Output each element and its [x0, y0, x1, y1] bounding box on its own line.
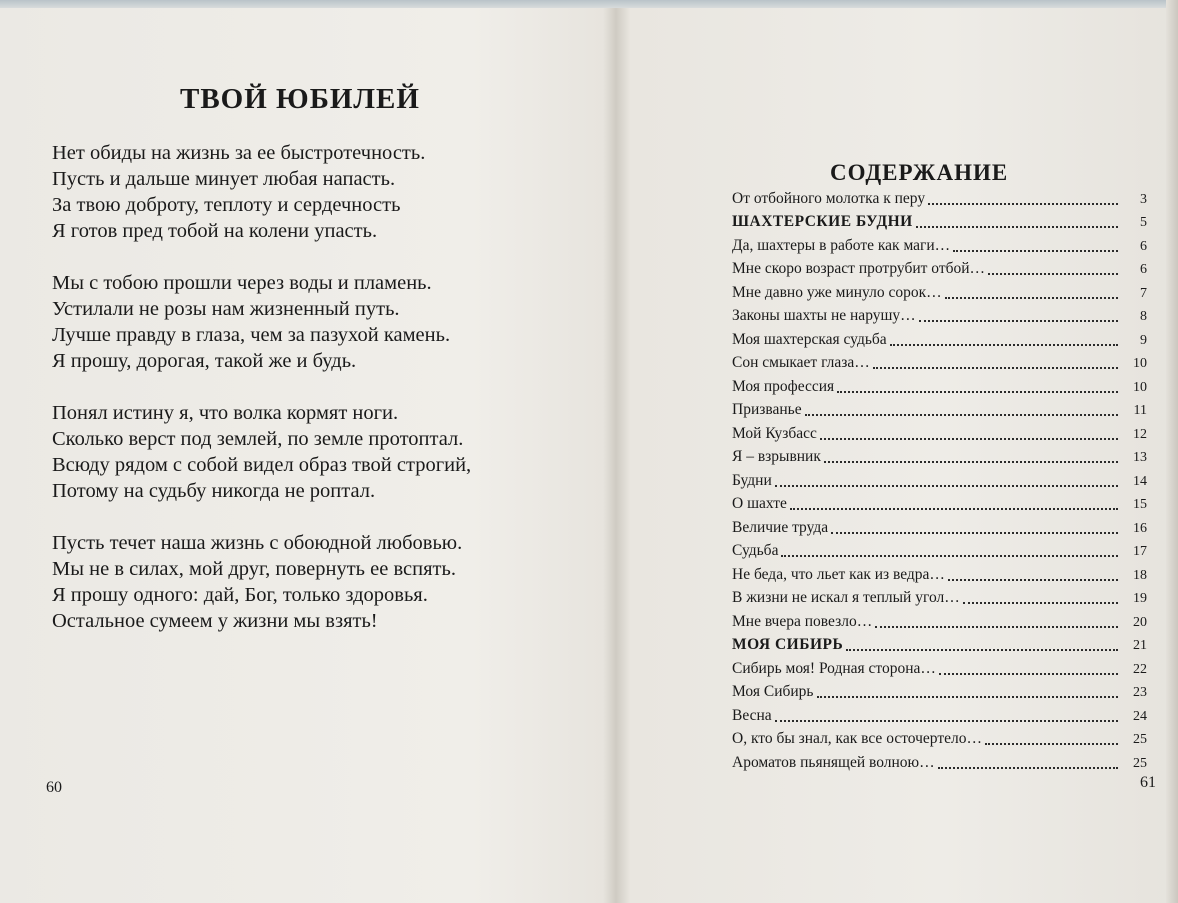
- toc-dot-leader: [919, 319, 1118, 322]
- toc-entry-label: Сон смыкает глаза…: [732, 354, 870, 371]
- poem-line: Пусть и дальше минует любая напасть.: [52, 168, 396, 190]
- toc-entry-label: Величие труда: [732, 518, 829, 536]
- toc-dot-leader: [817, 695, 1119, 698]
- toc-entry-label: От отбойного молотка к перу: [732, 189, 926, 207]
- toc-entry-page: 10: [1133, 379, 1147, 395]
- toc-entry: [732, 349, 1147, 373]
- right-page: [605, 0, 1178, 903]
- toc-entry-label: Моя шахтерская судьба: [732, 330, 887, 348]
- toc-dot-leader: [775, 484, 1118, 487]
- toc-dot-leader: [890, 343, 1118, 346]
- toc-entry: [732, 255, 1147, 279]
- toc-dot-leader: [963, 601, 1118, 604]
- toc-entry-label: Моя профессия: [732, 377, 835, 395]
- toc-entry-label: О, кто бы знал, как все осточертело…: [732, 730, 982, 747]
- poem-line: Я готов пред тобой на колени упасть.: [52, 220, 378, 242]
- toc-section-entry: [732, 208, 1147, 232]
- toc-entry: [732, 513, 1147, 537]
- toc-entry: [732, 701, 1147, 725]
- toc-dot-leader: [824, 460, 1118, 463]
- toc-dot-leader: [775, 719, 1118, 722]
- toc-entry-page: 10: [1133, 356, 1147, 371]
- toc-entry: [732, 748, 1147, 772]
- toc-entry-label: Мне вчера повезло…: [732, 612, 873, 630]
- toc-entry: [732, 278, 1147, 302]
- poem-line: Я прошу, дорогая, такой же и будь.: [52, 350, 357, 372]
- toc-entry-page: 13: [1133, 450, 1147, 465]
- poem-line: Я прошу одного: дай, Бог, только здоровья.: [52, 584, 428, 606]
- toc-entry-label: В жизни не искал я теплый угол…: [732, 589, 960, 606]
- toc-entry-page: 6: [1140, 262, 1147, 277]
- stanza-4: [52, 530, 572, 634]
- toc-dot-leader: [953, 249, 1118, 252]
- toc-dot-leader: [831, 531, 1118, 534]
- toc-entry-label: Мне давно уже минуло сорок…: [732, 283, 942, 301]
- toc-entry-label: Да, шахтеры в работе как маги…: [732, 236, 951, 254]
- toc-dot-leader: [790, 507, 1118, 510]
- toc-entry: [732, 654, 1147, 678]
- toc-entry-page: 22: [1133, 661, 1147, 677]
- toc-entry-label: Призванье: [732, 401, 802, 418]
- toc-entry-label: Мой Кузбасс: [732, 424, 817, 442]
- toc-entry: [732, 560, 1147, 584]
- toc-entry-page: 5: [1140, 215, 1147, 230]
- toc-entry: [732, 231, 1147, 255]
- stanza-1: [52, 140, 572, 244]
- toc-section-entry: [732, 631, 1147, 655]
- toc-entry-label: Не беда, что льет как из ведра…: [732, 565, 945, 583]
- toc-entry-label: Ароматов пьянящей волною…: [732, 753, 935, 771]
- toc-entry-page: 23: [1133, 685, 1147, 700]
- toc-dot-leader: [873, 366, 1118, 369]
- toc-entry-page: 25: [1133, 755, 1147, 771]
- toc-entry-page: 3: [1140, 191, 1147, 207]
- toc-entry: [732, 302, 1147, 326]
- toc-entry-page: 24: [1133, 708, 1147, 724]
- toc-entry-page: 21: [1133, 638, 1147, 653]
- poem-line: Остальное сумеем у жизни мы взять!: [52, 610, 378, 632]
- toc-dot-leader: [985, 742, 1118, 745]
- toc-dot-leader: [928, 202, 1118, 205]
- toc-entry: [732, 372, 1147, 396]
- toc-dot-leader: [916, 225, 1118, 228]
- toc-entry-page: 14: [1133, 473, 1147, 489]
- toc-entry-page: 12: [1133, 426, 1147, 442]
- toc-entry-page: 6: [1140, 238, 1147, 254]
- toc-entry-page: 20: [1133, 614, 1147, 630]
- toc-entry-label: Мне скоро возраст протрубит отбой…: [732, 260, 986, 277]
- toc-entry-label: Я – взрывник: [732, 448, 821, 465]
- toc-entry: [732, 490, 1147, 514]
- toc-dot-leader: [939, 672, 1118, 675]
- poem-line: Лучше правду в глаза, чем за пазухой камень.: [52, 324, 451, 346]
- toc-entry-label: Сибирь моя! Родная сторона…: [732, 659, 936, 677]
- toc-entry: [732, 678, 1147, 702]
- toc-entry-page: 9: [1140, 332, 1147, 348]
- poem-body: [52, 140, 572, 660]
- toc-entry-label: ШАХТЕРСКИЕ БУДНИ: [732, 213, 913, 230]
- poem-line: Мы не в силах, мой друг, повернуть ее вспять.: [52, 558, 456, 580]
- stanza-2: [52, 270, 572, 374]
- toc-entry-label: Весна: [732, 706, 772, 724]
- toc-dot-leader: [875, 625, 1118, 628]
- toc-dot-leader: [820, 437, 1118, 440]
- poem-line: Пусть течет наша жизнь с обоюдной любовью.: [52, 532, 463, 554]
- toc-entry-page: 11: [1133, 403, 1147, 418]
- toc-entry-page: 18: [1133, 567, 1147, 583]
- page-number-left: 60: [46, 779, 62, 796]
- toc-entry-page: 15: [1133, 497, 1147, 512]
- poem-line: Потому на судьбу никогда не роптал.: [52, 480, 376, 502]
- toc-dot-leader: [945, 296, 1118, 299]
- toc-entry-label: О шахте: [732, 495, 787, 512]
- poem-line: Нет обиды на жизнь за ее быстротечность.: [52, 142, 426, 164]
- table-of-contents: [732, 184, 1147, 772]
- toc-entry-page: 8: [1140, 309, 1147, 324]
- poem-line: За твою доброту, теплоту и сердечность: [52, 194, 401, 216]
- page-number-right: 61: [1140, 774, 1156, 791]
- toc-entry-label: Законы шахты не нарушу…: [732, 307, 916, 324]
- toc-title: СОДЕРЖАНИЕ: [830, 160, 1009, 185]
- toc-dot-leader: [988, 272, 1118, 275]
- toc-entry-label: Моя Сибирь: [732, 683, 814, 700]
- toc-entry: [732, 537, 1147, 561]
- toc-dot-leader: [846, 648, 1118, 651]
- toc-entry-label: Будни: [732, 471, 772, 489]
- poem-line: Всюду рядом с собой видел образ твой строгий,: [52, 454, 472, 476]
- toc-entry-page: 16: [1133, 520, 1147, 536]
- toc-entry: [732, 607, 1147, 631]
- poem-line: Устилали не розы нам жизненный путь.: [52, 298, 400, 320]
- toc-entry: [732, 584, 1147, 608]
- toc-dot-leader: [837, 390, 1118, 393]
- poem-title: ТВОЙ ЮБИЛЕЙ: [180, 83, 420, 115]
- toc-entry: [732, 325, 1147, 349]
- toc-dot-leader: [938, 766, 1118, 769]
- toc-entry-page: 7: [1140, 285, 1147, 301]
- toc-entry-page: 19: [1133, 591, 1147, 606]
- toc-dot-leader: [781, 554, 1118, 557]
- poem-line: Мы с тобою прошли через воды и пламень.: [52, 272, 432, 294]
- stanza-3: [52, 400, 572, 504]
- toc-entry: [732, 184, 1147, 208]
- toc-entry-page: 25: [1133, 732, 1147, 747]
- toc-entry: [732, 419, 1147, 443]
- toc-entry: [732, 725, 1147, 749]
- toc-entry: [732, 396, 1147, 420]
- toc-entry: [732, 466, 1147, 490]
- toc-entry-page: 17: [1133, 544, 1147, 559]
- toc-dot-leader: [948, 578, 1118, 581]
- toc-entry-label: МОЯ СИБИРЬ: [732, 636, 844, 653]
- poem-line: Понял истину я, что волка кормят ноги.: [52, 402, 399, 424]
- toc-entry: [732, 443, 1147, 467]
- toc-dot-leader: [805, 413, 1118, 416]
- toc-entry-label: Судьба: [732, 542, 779, 559]
- poem-line: Сколько верст под землей, по земле протоптал.: [52, 428, 464, 450]
